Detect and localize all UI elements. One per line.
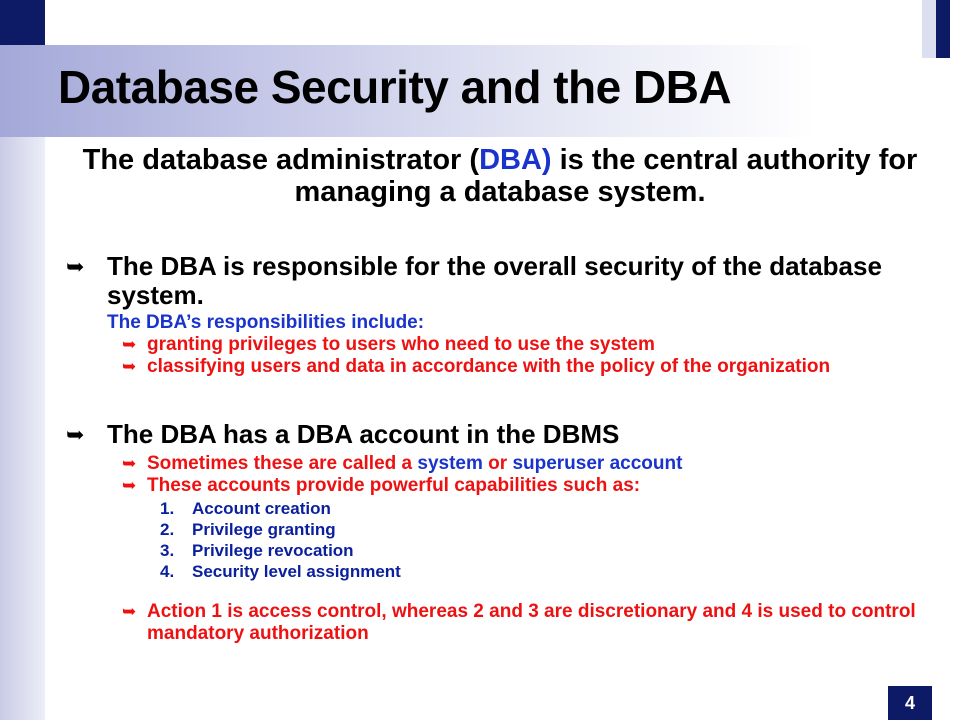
access-control-item [60,601,950,645]
bullet-arrow-icon: ➥ [122,357,137,376]
item-number: 4. [160,562,175,581]
system-term: system [417,453,483,474]
access-control-text: Action 1 is access control, whereas 2 and 3 are discretionary and 4 is used to control mandatory authorization [147,601,916,644]
responsibility-text: granting privileges to users who need to use the system [147,334,655,355]
corner-block [0,0,45,45]
intro-highlight: DBA) [479,144,552,176]
item-text: Privilege granting [192,520,336,539]
intro-part1: The database administrator ( [82,144,480,176]
responsibility-item [60,356,950,378]
numbered-item [60,561,950,582]
bullet-1 [60,252,950,310]
intro-paragraph [60,144,940,208]
item-text: Security level assignment [192,562,401,581]
item-text: Privilege revocation [192,541,354,560]
bullet-arrow-icon: ➥ [122,335,137,354]
bullet-arrow-icon: ➥ [122,476,137,495]
numbered-item [60,498,950,519]
bullet-arrow-icon: ➥ [122,602,137,621]
responsibilities-heading: The DBA’s responsibilities include: [107,312,425,333]
account-names-part2: or [482,453,513,474]
numbered-item [60,540,950,561]
item-number: 2. [160,520,175,539]
responsibility-text: classifying users and data in accordance with the policy of the organization [147,356,831,377]
capabilities-text: These accounts provide powerful capabilities such as: [147,475,641,496]
bullet-2-text: The DBA has a DBA account in the DBMS [107,419,620,449]
numbered-item [60,519,950,540]
top-right-dark-bar [936,0,950,58]
account-names-part1: Sometimes these are called a [147,453,418,474]
bullet-arrow-icon: ➥ [122,454,137,473]
item-number: 3. [160,541,175,560]
bullet-arrow-icon: ➥ [66,254,85,279]
capabilities-item [60,475,950,497]
item-number: 1. [160,499,175,518]
page-number: 4 [888,686,932,720]
account-names-item [60,453,950,475]
bullet-2 [60,420,950,449]
bullet-1-block [60,252,950,378]
bullet-2-block [60,420,950,645]
bullet-arrow-icon: ➥ [66,422,85,447]
superuser-term: superuser account [512,453,683,474]
responsibility-item [60,334,950,356]
intro-part2: is the central authority for managing a database system. [294,144,918,208]
item-text: Account creation [192,499,331,518]
bullet-1-text: The DBA is responsible for the overall security of the database system. [107,251,882,310]
slide-title: Database Security and the DBA [58,61,732,113]
